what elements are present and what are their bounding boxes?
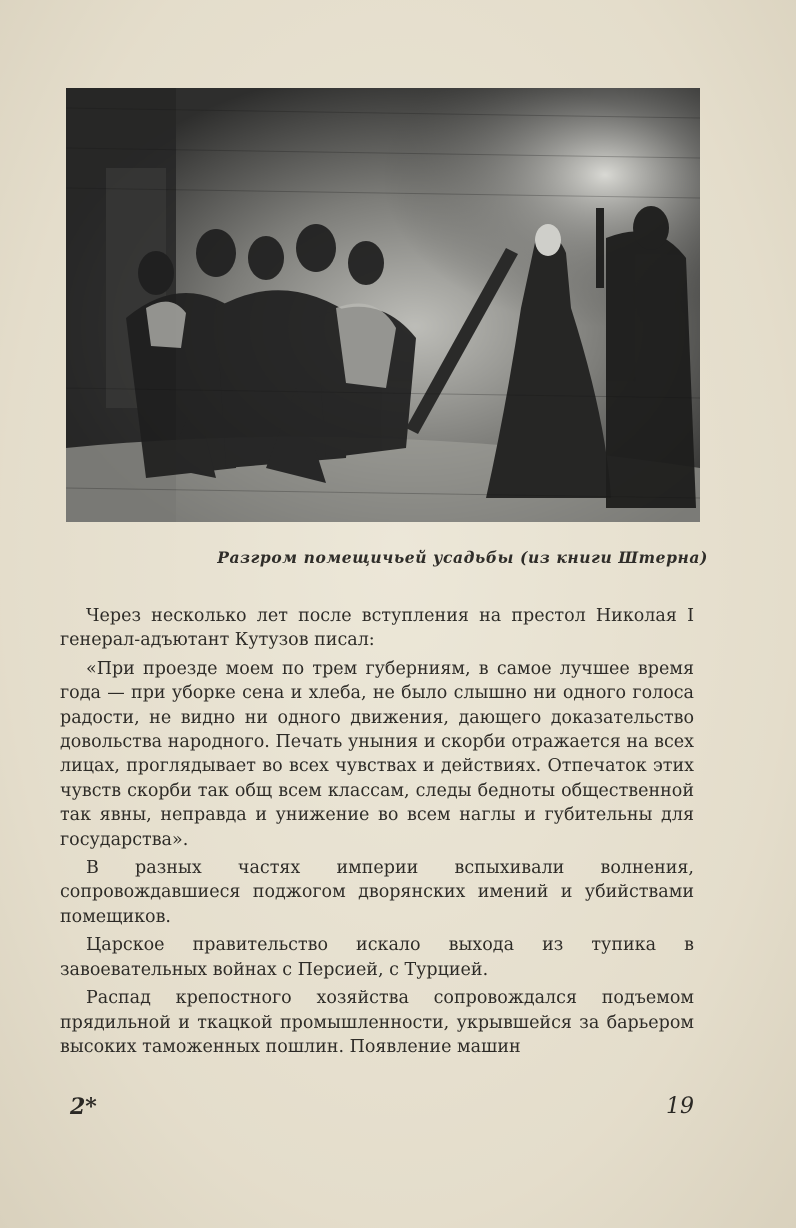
paragraph: Царское правительство искало выхода из тупика в завоевательных войнах с Персией, с Турцией. [60,935,694,980]
paragraph: В разных частях империи вспыхивали волнения, сопровождавшиеся поджогом дворянских имений и убийствами помещиков. [60,858,694,927]
engraving-illustration [66,88,700,522]
paragraph: Распад крепостного хозяйства сопровождался подъемом прядильной и ткацкой промышленности, укрывшейся за барьером высоких таможенных пошлин. Появление машин [60,988,694,1057]
signature-mark: 2* [70,1094,97,1120]
engraving-artwork [66,88,700,522]
paragraph: Через несколько лет после вступления на престол Николая I генерал-адъютант Кутузов писал: [60,606,694,651]
illustration-caption: Разгром помещичьей усадьбы (из книги Штерна) [217,548,708,567]
paragraph: «При проезде моем по трем губерниям, в самое лучшее время года — при уборке сена и хлеба, не было слышно ни одного голоса радости, не видно ни одного движения, дающего доказательство довольства народного. Печать уныния и скорби отражается на всех лицах, проглядывает во всех чувствах и действиях. Отпечаток этих чувств скорби так общ всем классам, следы бедноты общественной так явны, неправда и унижение во всем наглы и губительны для государства». [60,658,694,850]
body-text [60,604,694,1063]
page-number: 19 [666,1094,694,1119]
